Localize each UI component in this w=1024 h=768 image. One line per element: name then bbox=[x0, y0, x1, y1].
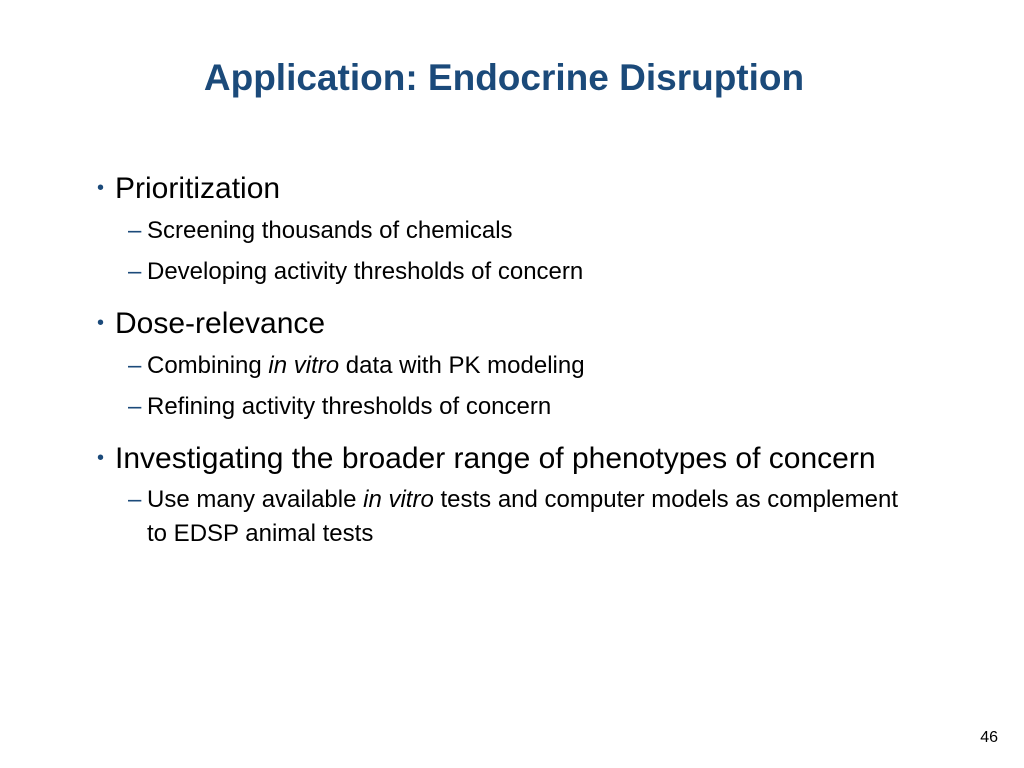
sub-bullet-text: Refining activity thresholds of concern bbox=[147, 393, 552, 420]
sub-bullet-text-post: data with PK modeling bbox=[339, 352, 585, 379]
sub-bullet-item bbox=[128, 255, 906, 289]
bullet-icon: • bbox=[97, 447, 105, 469]
bullet-text: Dose-relevance bbox=[115, 307, 326, 340]
sub-bullet-text: Developing activity thresholds of concern bbox=[147, 258, 584, 285]
sub-bullet-text-post: tests and computer models as complement to EDSP animal tests bbox=[147, 486, 899, 547]
page-number: 46 bbox=[980, 729, 998, 746]
sub-bullet-text-pre: Use many available bbox=[147, 486, 364, 513]
dash-icon: – bbox=[128, 393, 142, 420]
slide-title: Application: Endocrine Disruption bbox=[203, 57, 805, 98]
sub-bullet-text: Screening thousands of chemicals bbox=[147, 217, 513, 244]
bullet-item-prioritization bbox=[96, 168, 906, 209]
bullet-text: Prioritization bbox=[115, 172, 281, 205]
sub-bullet-item bbox=[128, 483, 906, 551]
dash-icon: – bbox=[128, 217, 142, 244]
bullet-list bbox=[96, 168, 906, 558]
dash-icon: – bbox=[128, 258, 142, 285]
sub-bullet-text-em: in vitro bbox=[363, 486, 434, 513]
dash-icon: – bbox=[128, 352, 142, 379]
bullet-icon: • bbox=[97, 177, 105, 199]
bullet-item-dose-relevance bbox=[96, 303, 906, 344]
sub-bullet-item bbox=[128, 214, 906, 248]
sub-bullet-text-pre: Combining bbox=[147, 352, 269, 379]
bullet-icon: • bbox=[97, 312, 105, 334]
bullet-item-phenotypes bbox=[96, 438, 906, 479]
sub-bullet-item bbox=[128, 349, 906, 383]
sub-bullet-text-em: in vitro bbox=[268, 352, 340, 379]
sub-bullet-item bbox=[128, 390, 906, 424]
bullet-text: Investigating the broader range of phenotypes of concern bbox=[115, 442, 876, 475]
dash-icon: – bbox=[128, 486, 142, 513]
